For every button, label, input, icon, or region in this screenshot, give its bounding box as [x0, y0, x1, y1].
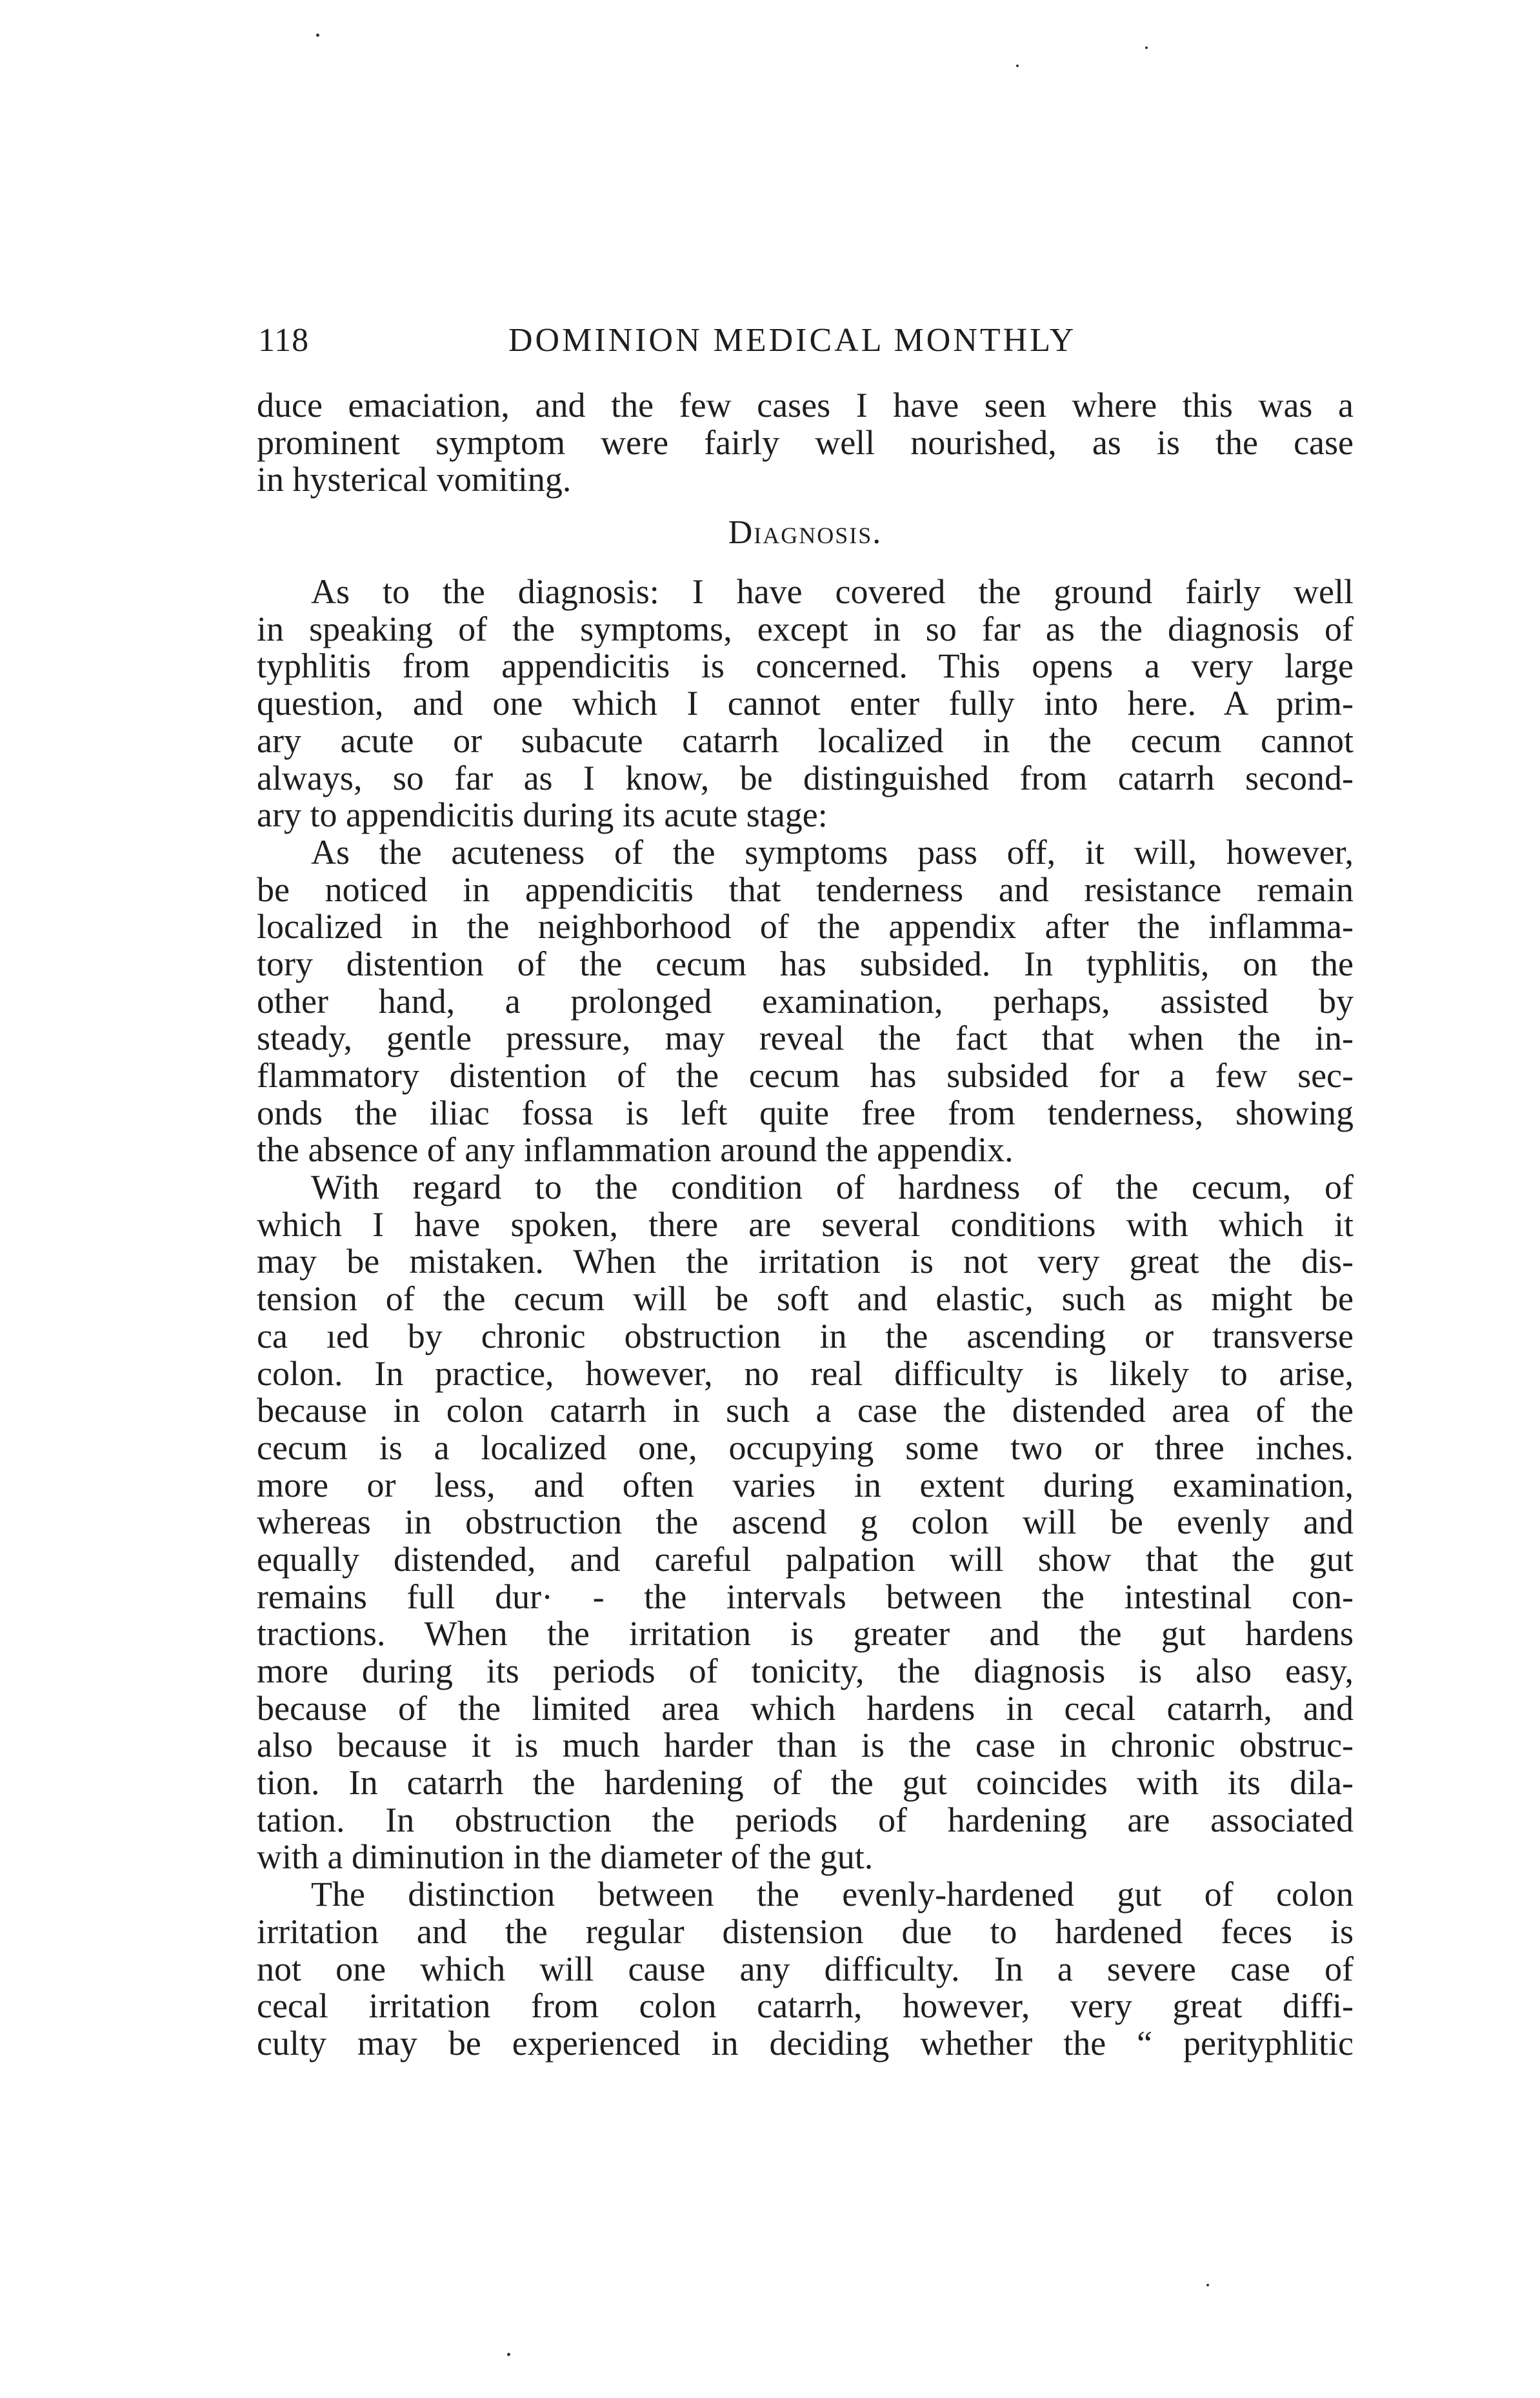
text-line: colon. In practice, however, no real difficulty is likely to arise,: [257, 1354, 1354, 1393]
text-line: more during its periods of tonicity, the diagnosis is also easy,: [257, 1652, 1354, 1690]
text-line: As the acuteness of the symptoms pass off, it will, however,: [311, 832, 1354, 872]
scan-speck: [1145, 46, 1148, 49]
text-line: tion. In catarrh the hardening of the gut coincides with its dila-: [257, 1763, 1354, 1803]
text-line: be noticed in appendicitis that tenderness and resistance remain: [257, 870, 1354, 909]
text-line: prominent symptom were fairly well nourished, as is the case: [257, 423, 1354, 462]
text-line: not one which will cause any difficulty. In a severe case of: [257, 1949, 1354, 1988]
paragraph-acuteness: [257, 834, 1354, 1169]
text-line: other hand, a prolonged examination, perhaps, assisted by: [257, 981, 1354, 1021]
intro-paragraph: [257, 387, 1354, 499]
text-line: because of the limited area which hardens in cecal catarrh, and: [257, 1688, 1354, 1728]
scan-speck: [1016, 65, 1019, 67]
running-head: [258, 315, 1355, 366]
text-line: cecum is a localized one, occupying some two or three inches.: [257, 1428, 1354, 1467]
text-line: may be mistaken. When the irritation is not very great the dis-: [257, 1242, 1354, 1281]
paragraph-distinction: [257, 1876, 1354, 2062]
text-line: because in colon catarrh in such a case the distended area of the: [257, 1391, 1354, 1430]
text-line: which I have spoken, there are several conditions with which it: [257, 1204, 1354, 1244]
text-line: ary to appendicitis during its acute stage:: [257, 795, 828, 835]
text-line: typhlitis from appendicitis is concerned. This opens a very large: [257, 646, 1354, 686]
text-line: in speaking of the symptoms, except in so far as the diagnosis of: [257, 609, 1354, 648]
section-heading: Diagnosis.: [728, 514, 883, 552]
text-line: the absence of any inflammation around the appendix.: [257, 1130, 1014, 1170]
text-line: The distinction between the evenly-hardened gut of colon: [311, 1875, 1354, 1914]
text-line: question, and one which I cannot enter fully into here. A prim-: [257, 684, 1354, 723]
text-line: duce emaciation, and the few cases I have seen where this was a: [257, 386, 1354, 425]
paragraph-diagnosis: [257, 574, 1354, 834]
scan-speck: [1206, 2284, 1209, 2286]
scan-speck: [507, 2353, 510, 2356]
text-line: always, so far as I know, be distinguished from catarrh second-: [257, 758, 1354, 797]
text-line: ary acute or subacute catarrh localized in the cecum cannot: [257, 721, 1354, 760]
text-line: steady, gentle pressure, may reveal the fact that when the in-: [257, 1019, 1354, 1058]
text-line: culty may be experienced in deciding whether the “ perityphlitic: [257, 2023, 1354, 2063]
text-line: localized in the neighborhood of the appendix after the inflamma-: [257, 907, 1354, 946]
text-line: remains full dur· - the intervals between the intestinal con-: [257, 1577, 1354, 1616]
body-text: [257, 387, 1354, 2063]
text-line: As to the diagnosis: I have covered the ground fairly well: [311, 572, 1354, 612]
text-line: with a diminution in the diameter of the gut.: [257, 1837, 874, 1877]
text-line: more or less, and often varies in extent during examination,: [257, 1465, 1354, 1504]
text-line: onds the iliac fossa is left quite free from tenderness, showing: [257, 1093, 1354, 1132]
text-line: also because it is much harder than is the case in chronic obstruc-: [257, 1726, 1354, 1765]
text-line: tory distention of the cecum has subsided. In typhlitis, on the: [257, 944, 1354, 983]
scan-speck: [316, 34, 319, 37]
text-line: ca ıed by chronic obstruction in the ascending or transverse: [257, 1316, 1354, 1355]
text-line: in hysterical vomiting.: [257, 460, 572, 499]
page-number: 118: [258, 322, 310, 359]
text-line: cecal irritation from colon catarrh, however, very great diffi-: [257, 1986, 1354, 2026]
text-line: equally distended, and careful palpation will show that the gut: [257, 1539, 1354, 1579]
text-line: tractions. When the irritation is greater and the gut hardens: [257, 1614, 1354, 1654]
text-line: flammatory distention of the cecum has subsided for a few sec-: [257, 1056, 1354, 1095]
paragraph-hardness: [257, 1169, 1354, 1876]
text-line: tation. In obstruction the periods of hardening are associated: [257, 1800, 1354, 1839]
text-line: With regard to the condition of hardness of the cecum, of: [311, 1168, 1354, 1207]
text-line: irritation and the regular distension due to hardened feces is: [257, 1912, 1354, 1951]
journal-title: DOMINION MEDICAL MONTHLY: [508, 322, 1077, 359]
text-line: tension of the cecum will be soft and elastic, such as might be: [257, 1279, 1354, 1319]
text-line: whereas in obstruction the ascend g colon will be evenly and: [257, 1503, 1354, 1542]
